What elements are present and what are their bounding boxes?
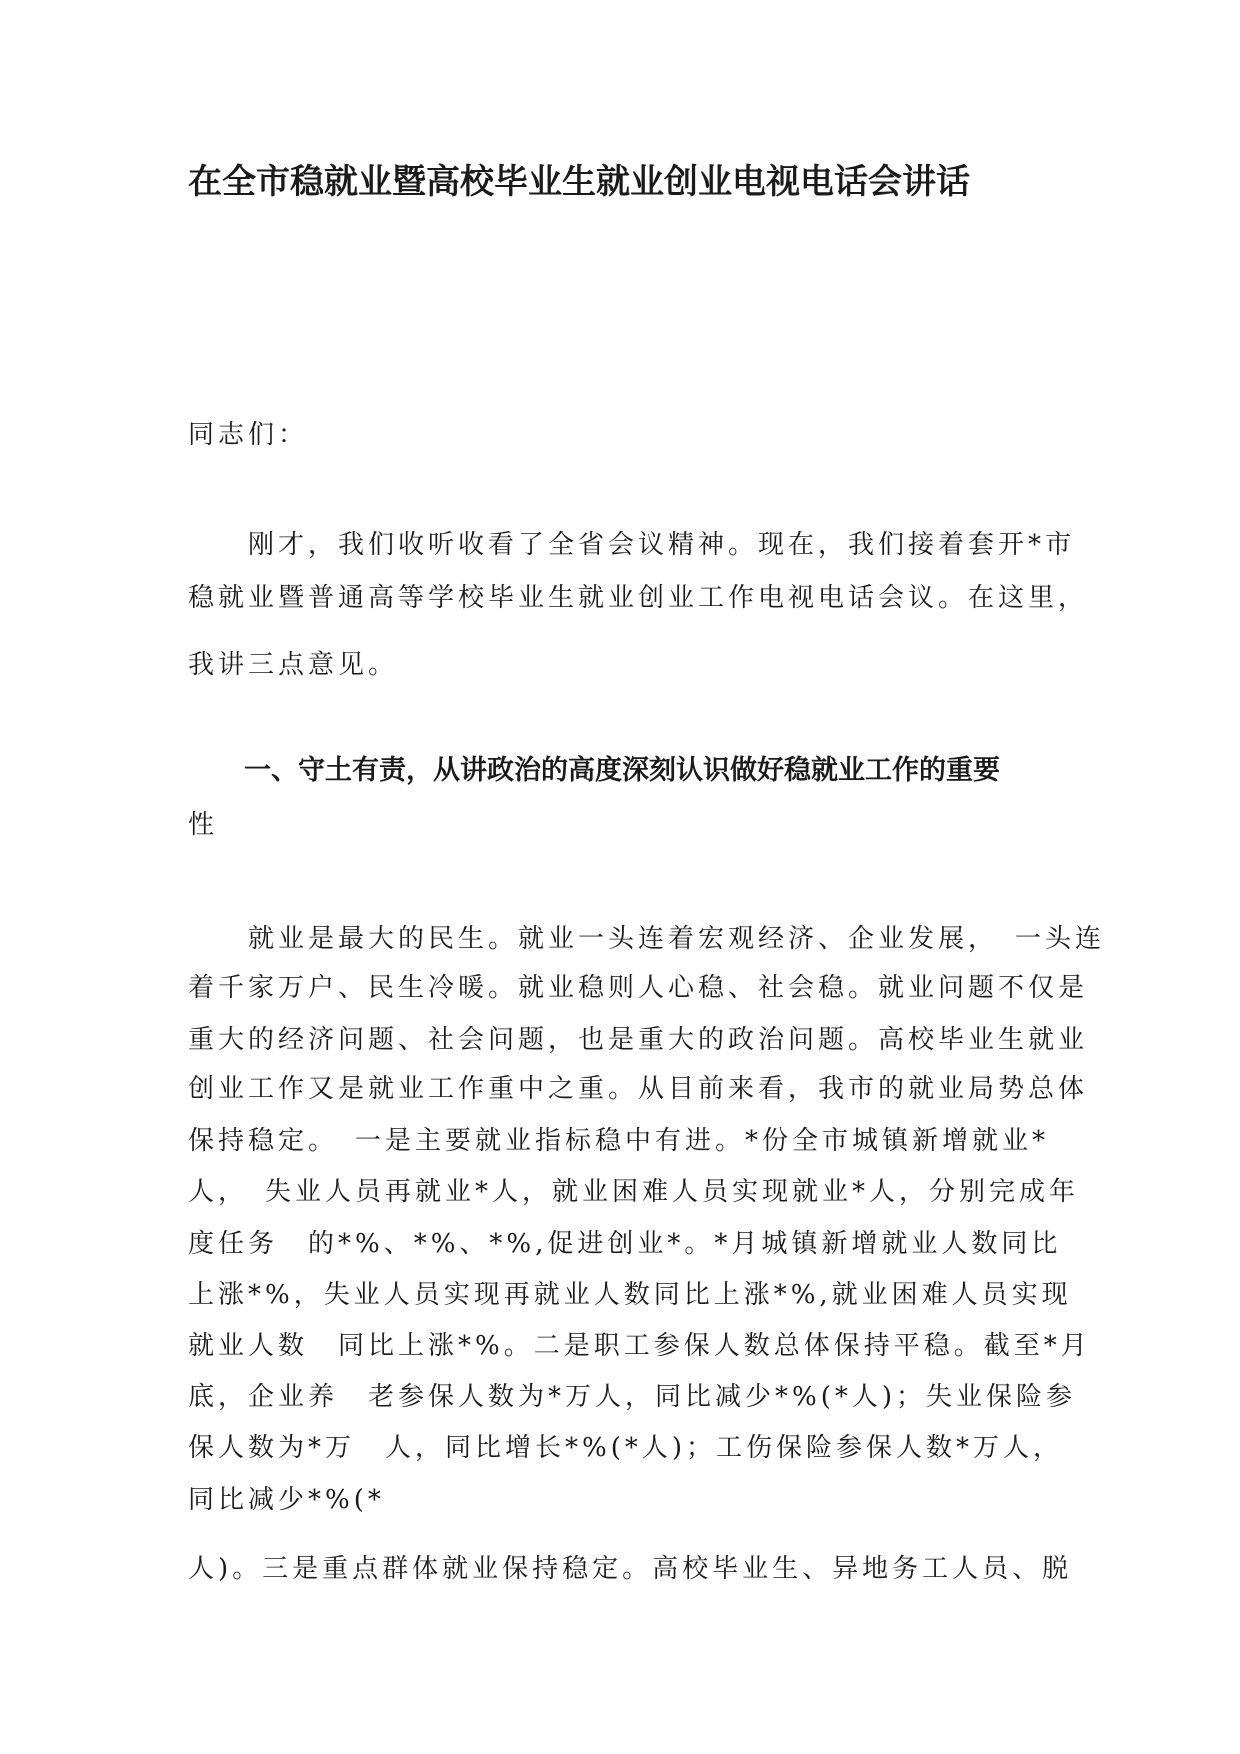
intro-line-2: 稳就业暨普通高等学校毕业生就业创业工作电视电话会议。在这里， [188, 583, 1089, 613]
section-1-heading-tail: 性 [188, 810, 219, 840]
salutation: 同志们： [188, 420, 309, 450]
document-title: 在全市稳就业暨高校毕业生就业创业电视电话会讲话 [188, 162, 970, 202]
body-line: 着千家万户、民生冷暖。就业稳则人心稳、社会稳。就业问题不仅是 [188, 973, 1089, 1003]
body-line: 重大的经济问题、社会问题，也是重大的政治问题。高校毕业生就业 [188, 1025, 1089, 1055]
body-line: 创业工作又是就业工作重中之重。从目前来看，我市的就业局势总体 [188, 1074, 1089, 1104]
section-1-heading: 一、守土有责，从讲政治的高度深刻认识做好稳就业工作的重要 [244, 755, 1000, 786]
body-line: 度任务 的*%、*%、*%,促进创业*。*月城镇新增就业人数同比 [188, 1229, 1062, 1259]
body-line: 底，企业养 老参保人数为*万人，同比减少*%(*人)；失业保险参 [188, 1382, 1076, 1412]
body-line: 同比减少*%(* [188, 1485, 385, 1515]
body-line: 就业是最大的民生。就业一头连着宏观经济、企业发展， 一头连 [248, 924, 1106, 954]
body-line: 上涨*%，失业人员实现再就业人数同比上涨*%,就业困难人员实现 [188, 1280, 1072, 1310]
body-line: 保人数为*万 人，同比增长*%(*人)；工伤保险参保人数*万人， [188, 1433, 1063, 1463]
intro-line-3: 我讲三点意见。 [188, 650, 399, 680]
body-line: 人)。三是重点群体就业保持稳定。高校毕业生、异地务工人员、脱 [188, 1554, 1073, 1584]
body-line: 就业人数 同比上涨*%。二是职工参保人数总体保持平稳。截至*月 [188, 1331, 1091, 1361]
intro-line-1: 刚才，我们收听收看了全省会议精神。现在，我们接着套开*市 [248, 530, 1076, 560]
body-line: 人， 失业人员再就业*人，就业困难人员实现就业*人，分别完成年 [188, 1177, 1080, 1207]
body-line: 保持稳定。 一是主要就业指标稳中有进。*份全市城镇新增就业* [188, 1126, 1050, 1156]
